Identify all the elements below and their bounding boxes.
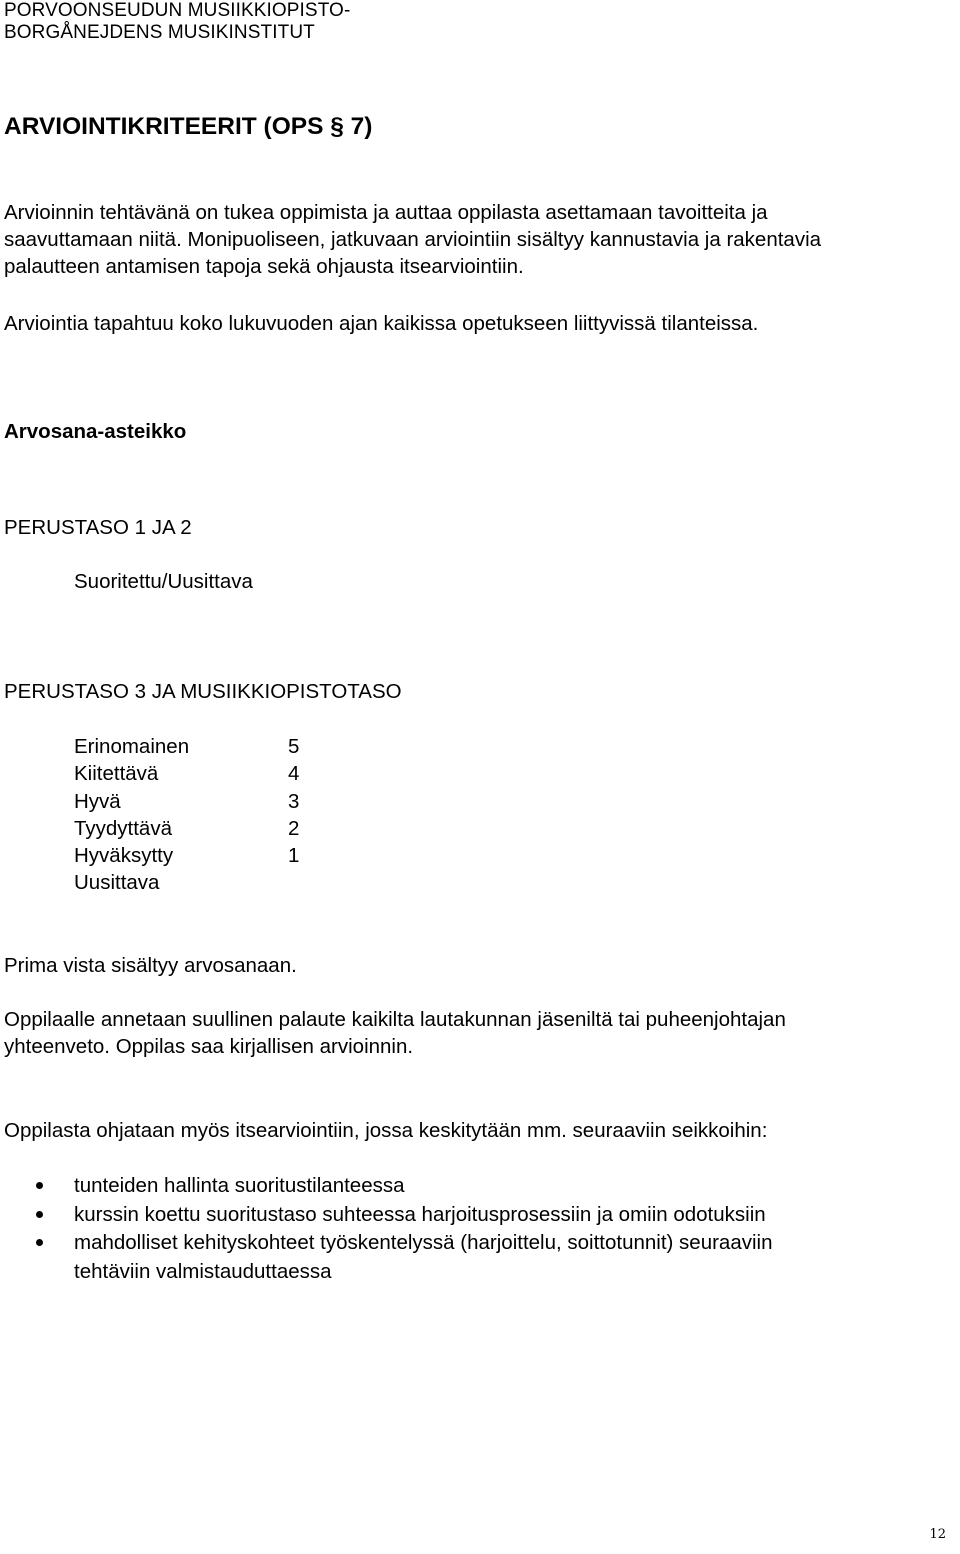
grade-value: 3: [288, 789, 300, 813]
list-item-text: tunteiden hallinta suoritustilanteessa: [74, 1174, 405, 1197]
grade-row: [74, 760, 299, 787]
level-1-2-heading: PERUSTASO 1 JA 2: [4, 516, 192, 539]
grade-row: [74, 842, 299, 869]
assessment-timing-paragraph: Arviointia tapahtuu koko lukuvuoden ajan kaikissa opetukseen liittyvissä tilanteissa.: [4, 312, 759, 335]
grade-name: Hyvä: [74, 789, 121, 813]
list-item-text: kurssin koettu suoritustaso suhteessa harjoitusprosessiin ja omiin odotuksiin: [74, 1202, 766, 1226]
grade-value: 5: [288, 735, 300, 758]
grade-name: Hyväksytty: [74, 844, 174, 868]
grade-name: Tyydyttävä: [74, 816, 172, 840]
feedback-line: Oppilaalle annetaan suullinen palaute kaikilta lautakunnan jäseniltä tai puheenjohtajan: [4, 1008, 786, 1031]
grade-name: Uusittava: [74, 871, 160, 895]
list-item: [0, 1201, 934, 1230]
intro-paragraph: [4, 199, 944, 280]
grade-value: 2: [288, 816, 300, 840]
feedback-line: yhteenveto. Oppilas saa kirjallisen arvioinnin.: [4, 1035, 414, 1058]
bullet-icon: [36, 1239, 43, 1246]
page-number: 12: [929, 1527, 946, 1542]
bullet-icon: [36, 1182, 43, 1189]
grade-table: [74, 733, 299, 897]
intro-line: palautteen antamisen tapoja sekä ohjausta itsearviointiin.: [4, 255, 524, 278]
institute-name-swedish: BORGÅNEJDENS MUSIKINSTITUT: [4, 22, 315, 43]
list-item: [0, 1172, 934, 1201]
feedback-paragraph: [4, 1006, 944, 1060]
institute-name-finnish: PORVOONSEUDUN MUSIIKKIOPISTO-: [4, 0, 351, 21]
grading-scale-heading: Arvosana-asteikko: [4, 420, 187, 443]
grade-row: [74, 869, 299, 896]
intro-line: saavuttamaan niitä. Monipuoliseen, jatkuvaan arviointiin sisältyy kannustavia ja rakentavia: [4, 228, 822, 251]
grade-row: [74, 733, 299, 760]
bullet-icon: [36, 1211, 43, 1218]
level-1-2-value: Suoritettu/Uusittava: [74, 570, 253, 593]
intro-line: Arvioinnin tehtävänä on tukea oppimista ja auttaa oppilasta asettamaan tavoitteita ja: [4, 201, 768, 224]
grade-value: [288, 869, 299, 896]
self-assessment-intro: Oppilasta ohjataan myös itsearviointiin, jossa keskitytään mm. seuraaviin seikkoihin:: [4, 1119, 768, 1142]
list-item: [0, 1229, 934, 1286]
page-title: ARVIOINTIKRITEERIT (OPS § 7): [4, 113, 373, 140]
grade-row: [74, 788, 299, 815]
grade-name: Kiitettävä: [74, 762, 159, 786]
level-3-heading: PERUSTASO 3 JA MUSIIKKIOPISTOTASO: [4, 680, 402, 703]
grade-value: 4: [288, 762, 300, 786]
prima-vista-note: Prima vista sisältyy arvosanaan.: [4, 954, 297, 977]
grade-value: 1: [288, 844, 300, 868]
list-item-text: tehtäviin valmistauduttaessa: [74, 1259, 332, 1283]
grade-row: [74, 815, 299, 842]
grade-name: Erinomainen: [74, 735, 190, 758]
self-assessment-list: [0, 1172, 934, 1286]
list-item-text: mahdolliset kehityskohteet työskentelyssä (harjoittelu, soittotunnit) seuraaviin: [74, 1231, 773, 1254]
